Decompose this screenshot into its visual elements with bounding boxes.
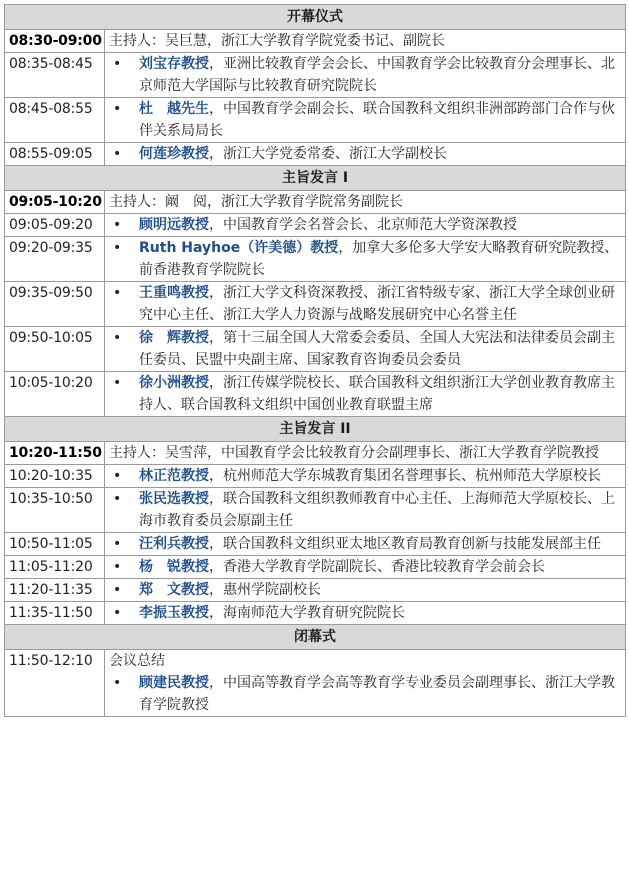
bullet-dot: •: [113, 536, 122, 552]
speaker-title: ，中国高等教育学会高等教育学专业委员会副理事长、浙江大学教育学院教授: [139, 675, 615, 713]
bullet-dot: •: [113, 605, 122, 621]
bullet-dot: •: [113, 285, 122, 301]
bullet-text: [139, 237, 621, 281]
bullet-dot: •: [113, 56, 122, 72]
session-detail: [105, 556, 626, 579]
speaker-title: ，浙江大学文科资深教授、浙江省特级专家、浙江大学全球创业研究中心主任、浙江大学人力资源与战略发展研究中心名誉主任: [139, 285, 615, 323]
time-slot: 10:20-11:50: [5, 442, 105, 465]
section-header-row: [5, 625, 626, 650]
bullet-text: [139, 465, 621, 487]
session-detail: [105, 372, 626, 417]
bullet-dot: •: [113, 582, 122, 598]
speaker-name: 徐小洲教授: [139, 375, 209, 391]
time-slot: 09:20-09:35: [5, 237, 105, 282]
host-label: 主持人：: [109, 33, 165, 49]
session-detail: [105, 488, 626, 533]
bullet-item: [109, 282, 621, 326]
bullet-text: [139, 672, 621, 716]
section-header-row: [5, 5, 626, 30]
section-title: 开幕仪式: [5, 5, 626, 30]
schedule-row: [5, 143, 626, 166]
host-line: [109, 191, 621, 213]
schedule-row: [5, 214, 626, 237]
session-detail: [105, 327, 626, 372]
speaker-name: 张民选教授: [139, 491, 209, 507]
bullet-text: [139, 327, 621, 371]
speaker-title: ，杭州师范大学东城教育集团名誉理事长、杭州师范大学原校长: [209, 468, 601, 484]
speaker-name: 杨 锐教授: [139, 559, 209, 575]
time-slot: 08:30-09:00: [5, 30, 105, 53]
schedule-row: [5, 327, 626, 372]
bullet-item: [109, 465, 621, 487]
session-detail: [105, 53, 626, 98]
section-title: 主旨发言 I: [5, 166, 626, 191]
schedule-row: [5, 533, 626, 556]
speaker-title: ，加拿大多伦多大学安大略教育研究院教授、前香港教育学院院长: [139, 240, 619, 278]
schedule-row: [5, 556, 626, 579]
speaker-name: 何莲珍教授: [139, 146, 209, 162]
session-detail: [105, 579, 626, 602]
speaker-title: ，浙江大学党委常委、浙江大学副校长: [209, 146, 447, 162]
session-detail: [105, 465, 626, 488]
bullet-text: [139, 579, 621, 601]
schedule-row: [5, 602, 626, 625]
bullet-item: [109, 98, 621, 142]
speaker-name: 顾明远教授: [139, 217, 209, 233]
bullet-item: [109, 237, 621, 281]
speaker-name: 徐 辉教授: [139, 330, 209, 346]
session-detail: [105, 143, 626, 166]
bullet-item: [109, 214, 621, 236]
time-slot: 10:20-10:35: [5, 465, 105, 488]
time-slot: 10:50-11:05: [5, 533, 105, 556]
host-label: 主持人：: [109, 445, 165, 461]
host-label: 主持人：: [109, 194, 165, 210]
schedule-row: [5, 650, 626, 717]
speaker-title: ，中国教育学会名誉会长、北京师范大学资深教授: [209, 217, 517, 233]
schedule-row: [5, 191, 626, 214]
bullet-dot: •: [113, 468, 122, 484]
host-line: [109, 442, 621, 464]
schedule-row: [5, 282, 626, 327]
speaker-name: Ruth Hayhoe（许美德）教授: [139, 240, 339, 256]
time-slot: 11:20-11:35: [5, 579, 105, 602]
session-detail: [105, 214, 626, 237]
bullet-item: [109, 53, 621, 97]
time-slot: 09:50-10:05: [5, 327, 105, 372]
time-slot: 09:05-09:20: [5, 214, 105, 237]
bullet-text: [139, 282, 621, 326]
session-detail: [105, 650, 626, 717]
host-line: [109, 30, 621, 52]
speaker-name: 郑 文教授: [139, 582, 209, 598]
bullet-text: [139, 98, 621, 142]
session-detail: [105, 533, 626, 556]
section-title: 闭幕式: [5, 625, 626, 650]
bullet-text: [139, 143, 621, 165]
time-slot: 11:50-12:10: [5, 650, 105, 717]
bullet-text: [139, 488, 621, 532]
speaker-name: 顾建民教授: [139, 675, 209, 691]
session-detail: [105, 191, 626, 214]
host-text: 吴雪萍，中国教育学会比较教育分会副理事长、浙江大学教育学院教授: [165, 445, 599, 461]
speaker-title: ，中国教育学会副会长、联合国教科文组织非洲部跨部门合作与伙伴关系局局长: [139, 101, 615, 139]
session-detail: [105, 237, 626, 282]
bullet-item: [109, 143, 621, 165]
section-title: 主旨发言 II: [5, 417, 626, 442]
speaker-name: 杜 越先生: [139, 101, 209, 117]
speaker-title: ，惠州学院副校长: [209, 582, 321, 598]
speaker-title: ，联合国教科文组织亚太地区教育局教育创新与技能发展部主任: [209, 536, 601, 552]
bullet-dot: •: [113, 240, 122, 256]
speaker-title: ，第十三届全国人大常委会委员、全国人大宪法和法律委员会副主任委员、民盟中央副主席、国家教育咨询委员会委员: [139, 330, 615, 368]
session-detail: [105, 98, 626, 143]
agenda-document: [4, 4, 625, 717]
bullet-item: [109, 533, 621, 555]
bullet-dot: •: [113, 146, 122, 162]
closing-summary: 会议总结: [109, 653, 165, 669]
speaker-title: ，海南师范大学教育研究院院长: [209, 605, 405, 621]
time-slot: 09:35-09:50: [5, 282, 105, 327]
bullet-text: [139, 602, 621, 624]
session-detail: [105, 442, 626, 465]
section-header-row: [5, 417, 626, 442]
speaker-title: ，联合国教科文组织教师教育中心主任、上海师范大学原校长、上海市教育委员会原副主任: [139, 491, 615, 529]
bullet-item: [109, 327, 621, 371]
section-header-row: [5, 166, 626, 191]
bullet-dot: •: [113, 375, 122, 391]
schedule-row: [5, 372, 626, 417]
schedule-row: [5, 30, 626, 53]
agenda-table: [4, 4, 626, 717]
bullet-dot: •: [113, 559, 122, 575]
speaker-title: ，浙江传媒学院校长、联合国教科文组织浙江大学创业教育教席主持人、联合国教科文组织中国创业教育联盟主席: [139, 375, 615, 413]
bullet-text: [139, 372, 621, 416]
host-text: 阚 阅，浙江大学教育学院常务副院长: [165, 194, 403, 210]
schedule-row: [5, 465, 626, 488]
bullet-dot: •: [113, 330, 122, 346]
session-detail: [105, 282, 626, 327]
bullet-text: [139, 214, 621, 236]
speaker-title: ，亚洲比较教育学会会长、中国教育学会比较教育分会理事长、北京师范大学国际与比较教育研究院院长: [139, 56, 615, 94]
speaker-name: 林正范教授: [139, 468, 209, 484]
time-slot: 11:35-11:50: [5, 602, 105, 625]
bullet-item: [109, 602, 621, 624]
speaker-name: 刘宝存教授: [139, 56, 209, 72]
speaker-name: 王重鸣教授: [139, 285, 209, 301]
session-detail: [105, 602, 626, 625]
schedule-row: [5, 579, 626, 602]
bullet-text: [139, 533, 621, 555]
host-text: 吴巨慧，浙江大学教育学院党委书记、副院长: [165, 33, 445, 49]
bullet-dot: •: [113, 101, 122, 117]
bullet-item: [109, 579, 621, 601]
time-slot: 10:05-10:20: [5, 372, 105, 417]
time-slot: 08:55-09:05: [5, 143, 105, 166]
session-detail: [105, 30, 626, 53]
bullet-dot: •: [113, 217, 122, 233]
speaker-name: 李振玉教授: [139, 605, 209, 621]
schedule-row: [5, 488, 626, 533]
time-slot: 10:35-10:50: [5, 488, 105, 533]
schedule-row: [5, 98, 626, 143]
bullet-item: [109, 372, 621, 416]
time-slot: 11:05-11:20: [5, 556, 105, 579]
bullet-item: [109, 556, 621, 578]
time-slot: 08:35-08:45: [5, 53, 105, 98]
bullet-dot: •: [113, 675, 122, 691]
bullet-text: [139, 556, 621, 578]
bullet-item: [109, 672, 621, 716]
schedule-row: [5, 53, 626, 98]
time-slot: 09:05-10:20: [5, 191, 105, 214]
time-slot: 08:45-08:55: [5, 98, 105, 143]
speaker-title: ，香港大学教育学院副院长、香港比较教育学会前会长: [209, 559, 545, 575]
bullet-dot: •: [113, 491, 122, 507]
bullet-text: [139, 53, 621, 97]
schedule-row: [5, 237, 626, 282]
bullet-item: [109, 488, 621, 532]
speaker-name: 汪利兵教授: [139, 536, 209, 552]
schedule-row: [5, 442, 626, 465]
